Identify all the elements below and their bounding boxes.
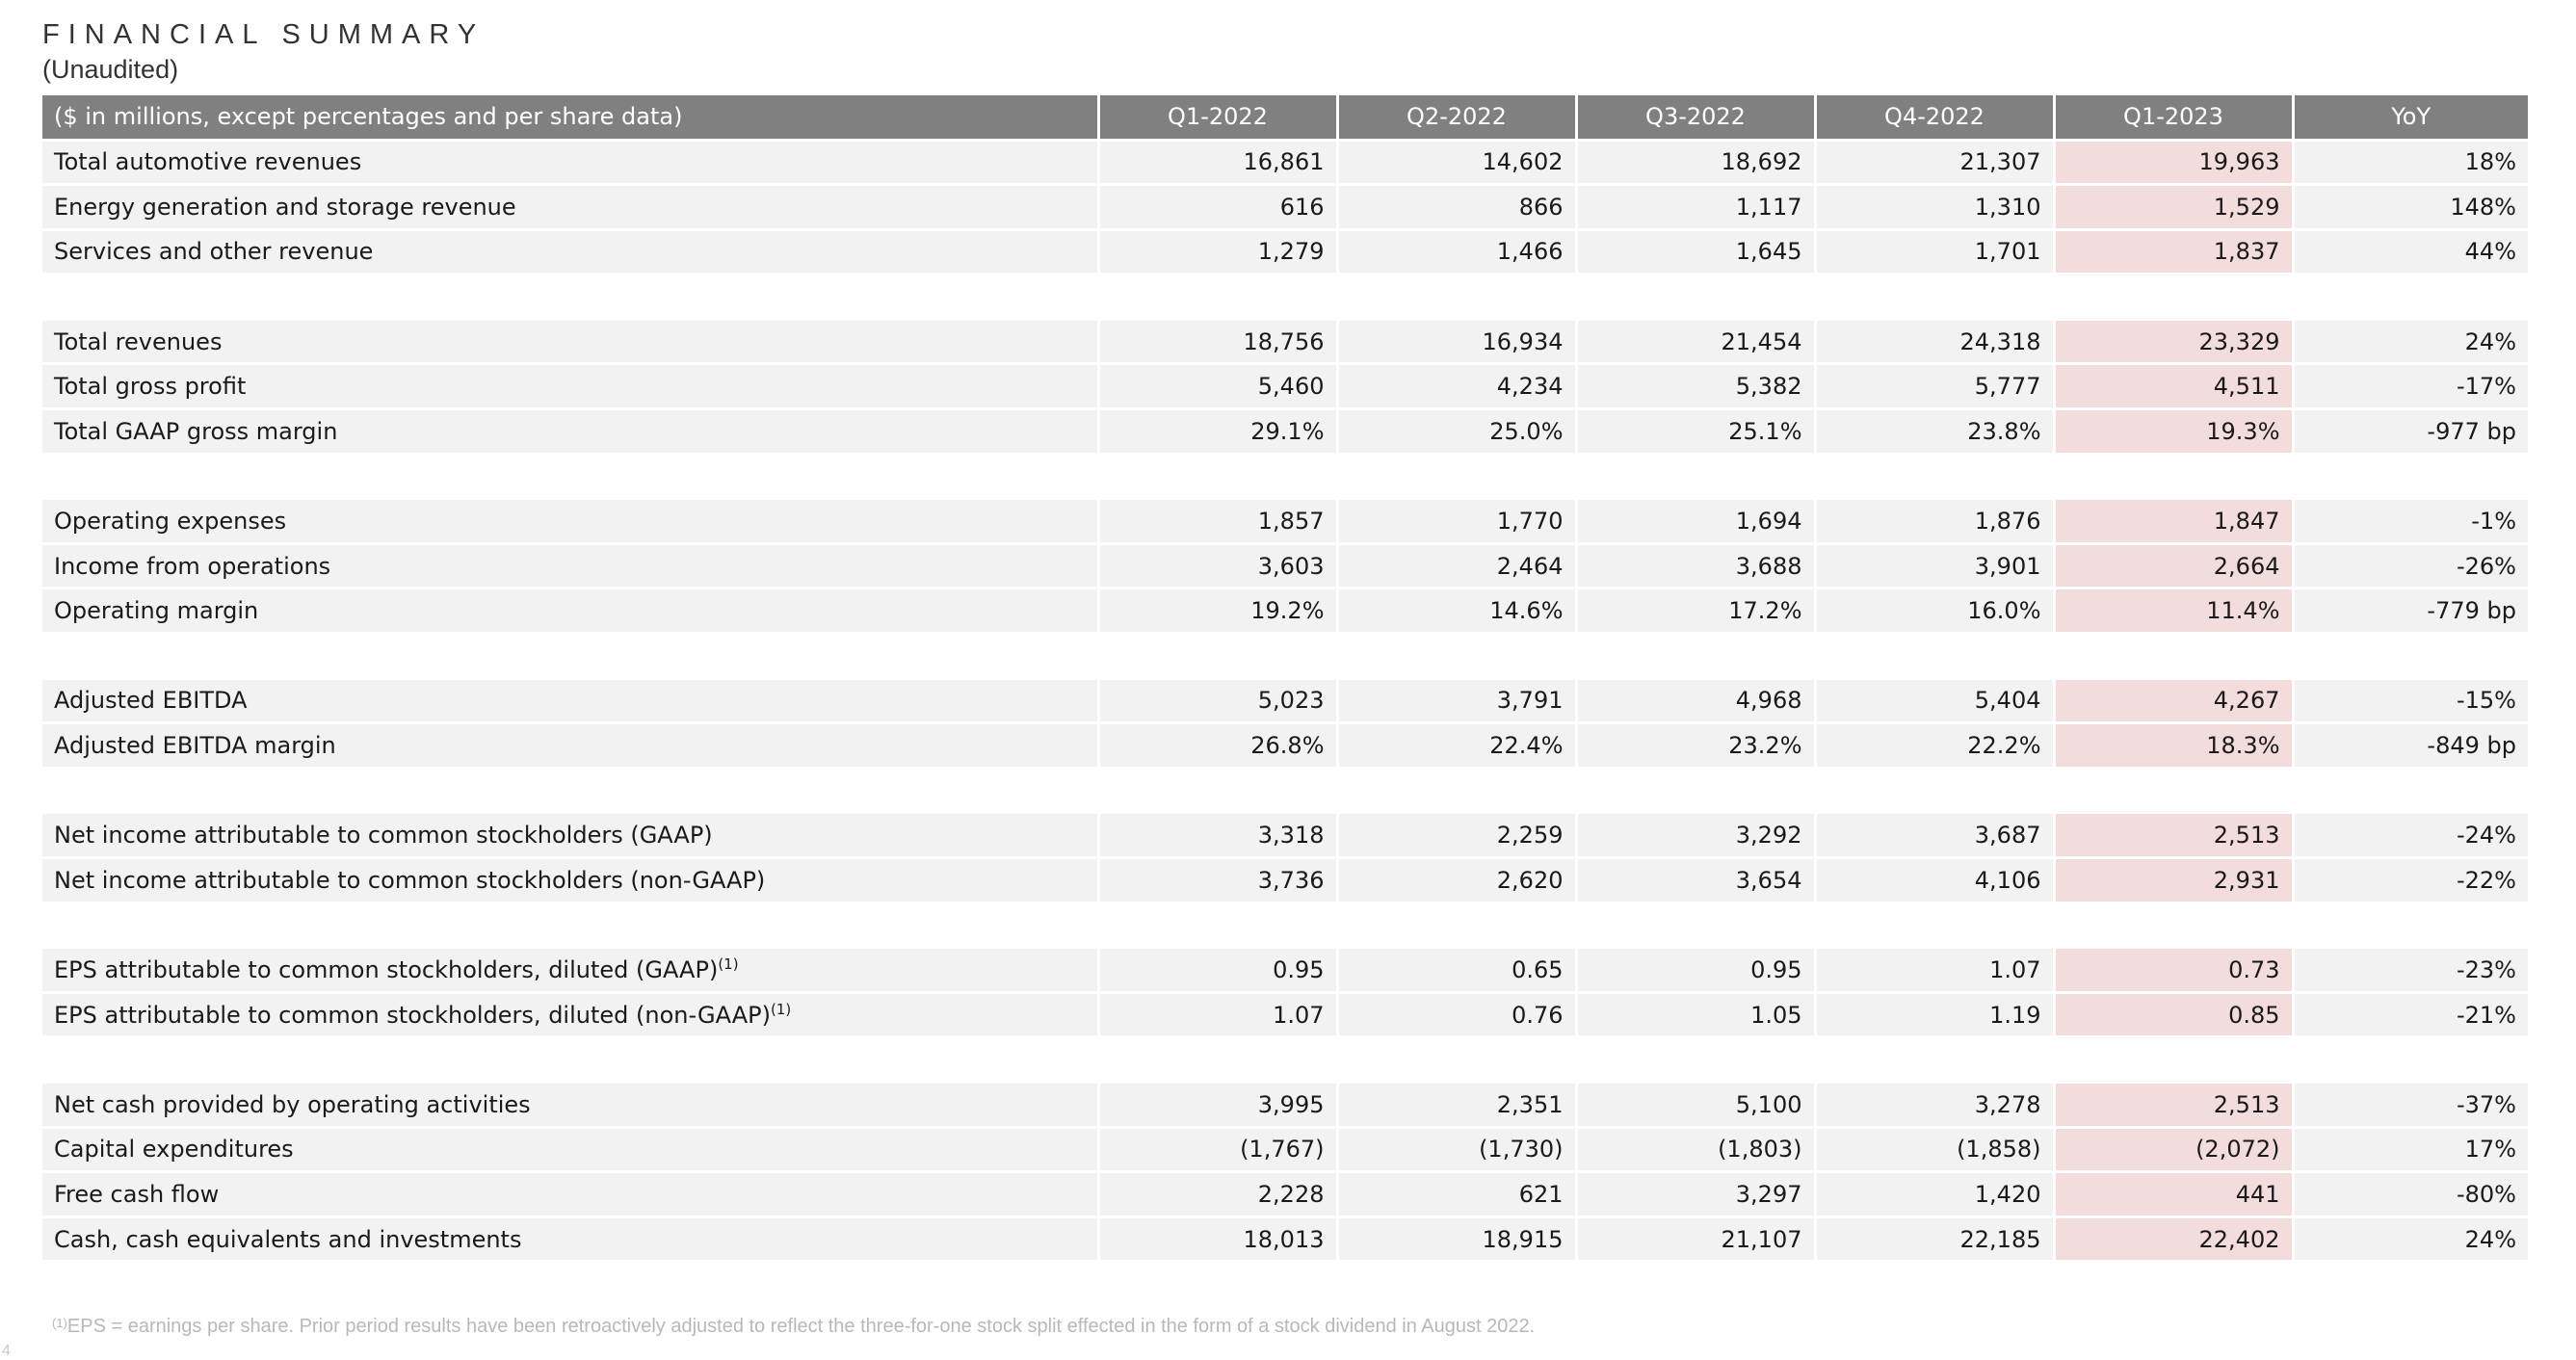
row-label-text: Income from operations [54, 552, 331, 580]
table-row [42, 858, 2528, 903]
value-cell: 2,464 [1337, 543, 1576, 588]
row-label-text: Capital expenditures [54, 1136, 294, 1164]
row-label [42, 319, 1098, 364]
value-cell: -80% [2293, 1172, 2528, 1217]
value-cell: -23% [2293, 948, 2528, 993]
value-cell: -24% [2293, 813, 2528, 858]
table-header-row [42, 95, 2528, 140]
row-label [42, 813, 1098, 858]
row-label [42, 1172, 1098, 1217]
value-cell: 1,420 [1815, 1172, 2054, 1217]
value-cell: 24% [2293, 319, 2528, 364]
table-row [42, 948, 2528, 993]
value-cell: 14.6% [1337, 588, 1576, 634]
value-cell: 1,837 [2054, 229, 2293, 275]
row-label [42, 992, 1098, 1037]
value-cell: 5,023 [1098, 678, 1337, 723]
value-cell: 2,513 [2054, 1082, 2293, 1127]
value-cell: 5,100 [1576, 1082, 1815, 1127]
row-label-text: Free cash flow [54, 1180, 220, 1208]
value-cell: 2,228 [1098, 1172, 1337, 1217]
value-cell: -21% [2293, 992, 2528, 1037]
spacer-cell [42, 768, 2528, 813]
table-row [42, 543, 2528, 588]
value-cell: 1.07 [1098, 992, 1337, 1037]
table-row [42, 229, 2528, 275]
value-cell: 18% [2293, 140, 2528, 185]
value-cell: 16,861 [1098, 140, 1337, 185]
row-label-text: Net cash provided by operating activities [54, 1090, 531, 1118]
value-cell: 24,318 [1815, 319, 2054, 364]
column-header: Q4-2022 [1815, 95, 2054, 140]
table-row [42, 499, 2528, 544]
footnote-reference: (1) [718, 955, 739, 974]
value-cell: 621 [1337, 1172, 1576, 1217]
value-cell: 0.95 [1576, 948, 1815, 993]
row-label-text: Total automotive revenues [54, 148, 362, 176]
table-row [42, 1082, 2528, 1127]
spacer-cell [42, 902, 2528, 948]
value-cell: -849 bp [2293, 723, 2528, 769]
row-label [42, 229, 1098, 275]
value-cell: 16,934 [1337, 319, 1576, 364]
value-cell: 3,278 [1815, 1082, 2054, 1127]
value-cell: 866 [1337, 185, 1576, 230]
value-cell: 1,770 [1337, 499, 1576, 544]
spacer-row [42, 454, 2528, 499]
value-cell: 1,310 [1815, 185, 2054, 230]
value-cell: -37% [2293, 1082, 2528, 1127]
value-cell: (2,072) [2054, 1127, 2293, 1172]
value-cell: 1.05 [1576, 992, 1815, 1037]
row-label [42, 499, 1098, 544]
value-cell: 16.0% [1815, 588, 2054, 634]
page-title: FINANCIAL SUMMARY [42, 19, 486, 50]
table-row [42, 1216, 2528, 1262]
value-cell: 25.0% [1337, 409, 1576, 455]
value-cell: 3,687 [1815, 813, 2054, 858]
spacer-row [42, 275, 2528, 320]
column-header: Q1-2022 [1098, 95, 1337, 140]
value-cell: 2,351 [1337, 1082, 1576, 1127]
row-label [42, 185, 1098, 230]
value-cell: 1.07 [1815, 948, 2054, 993]
value-cell: 3,995 [1098, 1082, 1337, 1127]
value-cell: 11.4% [2054, 588, 2293, 634]
financial-summary-table [42, 95, 2528, 1263]
table-body [42, 140, 2528, 1262]
value-cell: 3,603 [1098, 543, 1337, 588]
value-cell: (1,767) [1098, 1127, 1337, 1172]
row-label-text: Total GAAP gross margin [54, 417, 338, 445]
footnote [52, 1316, 1535, 1338]
table-row [42, 723, 2528, 769]
spacer-cell [42, 634, 2528, 679]
row-label [42, 1127, 1098, 1172]
value-cell: 616 [1098, 185, 1337, 230]
value-cell: 4,968 [1576, 678, 1815, 723]
value-cell: 1,857 [1098, 499, 1337, 544]
value-cell: 18,013 [1098, 1216, 1337, 1262]
spacer-cell [42, 1037, 2528, 1083]
value-cell: 3,688 [1576, 543, 1815, 588]
value-cell: -17% [2293, 364, 2528, 409]
value-cell: 3,791 [1337, 678, 1576, 723]
spacer-cell [42, 454, 2528, 499]
value-cell: 148% [2293, 185, 2528, 230]
value-cell: 24% [2293, 1216, 2528, 1262]
row-label-text: Net income attributable to common stockholders (GAAP) [54, 822, 713, 850]
row-label-text: EPS attributable to common stockholders, diluted (non-GAAP) [54, 1002, 771, 1030]
column-header: Q2-2022 [1337, 95, 1576, 140]
value-cell: 5,382 [1576, 364, 1815, 409]
row-label [42, 409, 1098, 455]
table-row [42, 1172, 2528, 1217]
spacer-row [42, 768, 2528, 813]
row-label-text: EPS attributable to common stockholders, diluted (GAAP) [54, 956, 719, 984]
value-cell: (1,858) [1815, 1127, 2054, 1172]
row-label [42, 678, 1098, 723]
table-row [42, 409, 2528, 455]
value-cell: 18.3% [2054, 723, 2293, 769]
value-cell: 18,756 [1098, 319, 1337, 364]
value-cell: (1,803) [1576, 1127, 1815, 1172]
value-cell: 1,645 [1576, 229, 1815, 275]
spacer-row [42, 634, 2528, 679]
value-cell: 5,777 [1815, 364, 2054, 409]
value-cell: 1,466 [1337, 229, 1576, 275]
value-cell: 25.1% [1576, 409, 1815, 455]
row-label [42, 723, 1098, 769]
value-cell: -26% [2293, 543, 2528, 588]
row-label-text: Services and other revenue [54, 238, 374, 266]
value-cell: 2,259 [1337, 813, 1576, 858]
column-header: Q3-2022 [1576, 95, 1815, 140]
column-header: ($ in millions, except percentages and per share data) [42, 95, 1098, 140]
value-cell: 0.65 [1337, 948, 1576, 993]
value-cell: 14,602 [1337, 140, 1576, 185]
value-cell: 4,106 [1815, 858, 2054, 903]
value-cell: 21,307 [1815, 140, 2054, 185]
value-cell: (1,730) [1337, 1127, 1576, 1172]
row-label-text: Total gross profit [54, 373, 247, 401]
value-cell: 22,402 [2054, 1216, 2293, 1262]
table-row [42, 813, 2528, 858]
value-cell: 0.73 [2054, 948, 2293, 993]
row-label [42, 140, 1098, 185]
value-cell: 1,117 [1576, 185, 1815, 230]
value-cell: 44% [2293, 229, 2528, 275]
value-cell: 22,185 [1815, 1216, 2054, 1262]
value-cell: -22% [2293, 858, 2528, 903]
value-cell: 18,915 [1337, 1216, 1576, 1262]
value-cell: 2,513 [2054, 813, 2293, 858]
value-cell: 1,847 [2054, 499, 2293, 544]
value-cell: 21,454 [1576, 319, 1815, 364]
value-cell: 19,963 [2054, 140, 2293, 185]
value-cell: 3,901 [1815, 543, 2054, 588]
value-cell: 19.3% [2054, 409, 2293, 455]
value-cell: 5,404 [1815, 678, 2054, 723]
value-cell: 5,460 [1098, 364, 1337, 409]
row-label [42, 588, 1098, 634]
table-row [42, 1127, 2528, 1172]
value-cell: 1,529 [2054, 185, 2293, 230]
value-cell: 21,107 [1576, 1216, 1815, 1262]
value-cell: 2,931 [2054, 858, 2293, 903]
value-cell: 3,736 [1098, 858, 1337, 903]
value-cell: 3,292 [1576, 813, 1815, 858]
value-cell: 23.2% [1576, 723, 1815, 769]
value-cell: 0.95 [1098, 948, 1337, 993]
page-number: 4 [2, 1343, 11, 1359]
footnote-marker: (1) [52, 1316, 67, 1330]
value-cell: 3,318 [1098, 813, 1337, 858]
column-header: YoY [2293, 95, 2528, 140]
value-cell: 17.2% [1576, 588, 1815, 634]
value-cell: -977 bp [2293, 409, 2528, 455]
value-cell: 23,329 [2054, 319, 2293, 364]
value-cell: 0.85 [2054, 992, 2293, 1037]
footnote-reference: (1) [770, 1001, 792, 1019]
table-row [42, 319, 2528, 364]
row-label-text: Operating expenses [54, 508, 287, 536]
value-cell: 17% [2293, 1127, 2528, 1172]
table-row [42, 992, 2528, 1037]
value-cell: 19.2% [1098, 588, 1337, 634]
value-cell: 18,692 [1576, 140, 1815, 185]
value-cell: 22.2% [1815, 723, 2054, 769]
page-subtitle: (Unaudited) [42, 55, 179, 84]
row-label-text: Energy generation and storage revenue [54, 193, 516, 221]
table-row [42, 140, 2528, 185]
value-cell: 4,511 [2054, 364, 2293, 409]
table-row [42, 678, 2528, 723]
row-label-text: Net income attributable to common stockholders (non-GAAP) [54, 866, 766, 894]
value-cell: 4,234 [1337, 364, 1576, 409]
row-label [42, 858, 1098, 903]
value-cell: 1,701 [1815, 229, 2054, 275]
table-row [42, 588, 2528, 634]
row-label [42, 1082, 1098, 1127]
value-cell: 1.19 [1815, 992, 2054, 1037]
row-label-text: Cash, cash equivalents and investments [54, 1225, 522, 1253]
value-cell: -15% [2293, 678, 2528, 723]
value-cell: 1,694 [1576, 499, 1815, 544]
value-cell: 2,620 [1337, 858, 1576, 903]
value-cell: 22.4% [1337, 723, 1576, 769]
value-cell: 1,279 [1098, 229, 1337, 275]
value-cell: 29.1% [1098, 409, 1337, 455]
row-label [42, 543, 1098, 588]
row-label-text: Total revenues [54, 327, 223, 355]
footnote-text: EPS = earnings per share. Prior period results have been retroactively adjusted to reflect the three-for-one stock split effected in the form of a stock dividend in August 2022. [66, 1316, 1536, 1337]
table-row [42, 185, 2528, 230]
row-label [42, 364, 1098, 409]
spacer-row [42, 902, 2528, 948]
value-cell: 3,297 [1576, 1172, 1815, 1217]
row-label-text: Adjusted EBITDA margin [54, 732, 336, 760]
value-cell: 441 [2054, 1172, 2293, 1217]
value-cell: -779 bp [2293, 588, 2528, 634]
value-cell: 26.8% [1098, 723, 1337, 769]
value-cell: 1,876 [1815, 499, 2054, 544]
row-label [42, 948, 1098, 993]
value-cell: 2,664 [2054, 543, 2293, 588]
column-header: Q1-2023 [2054, 95, 2293, 140]
value-cell: -1% [2293, 499, 2528, 544]
table-row [42, 364, 2528, 409]
spacer-cell [42, 275, 2528, 320]
value-cell: 0.76 [1337, 992, 1576, 1037]
value-cell: 23.8% [1815, 409, 2054, 455]
row-label-text: Operating margin [54, 597, 259, 625]
spacer-row [42, 1037, 2528, 1083]
value-cell: 3,654 [1576, 858, 1815, 903]
row-label-text: Adjusted EBITDA [54, 687, 248, 715]
value-cell: 4,267 [2054, 678, 2293, 723]
row-label [42, 1216, 1098, 1262]
